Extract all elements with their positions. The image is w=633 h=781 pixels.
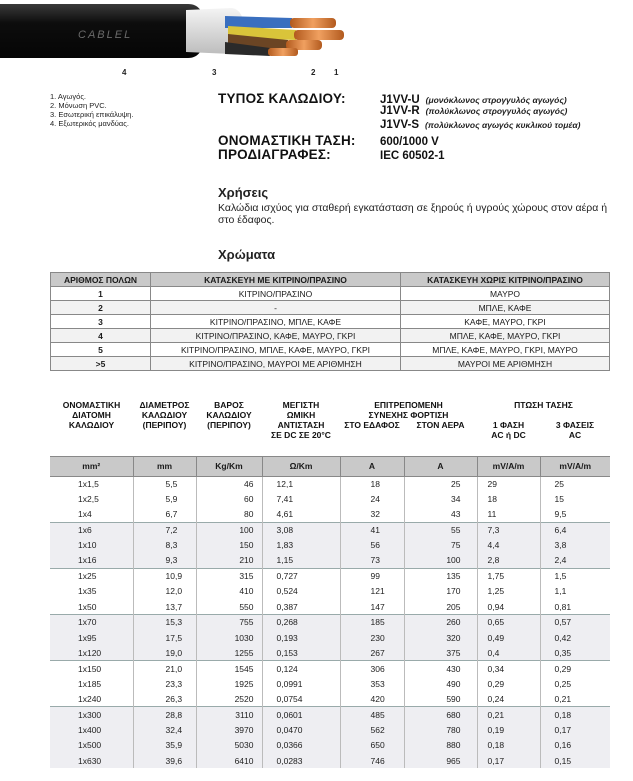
cable-specs (218, 91, 581, 161)
table-cell: 121 (340, 584, 404, 599)
table-cell: 267 (340, 645, 404, 660)
table-cell: 99 (340, 568, 404, 583)
table-cell: 11 (477, 507, 540, 522)
table-cell: 0,4 (477, 645, 540, 660)
table-cell: 562 (340, 722, 404, 737)
table-cell: 17,5 (133, 630, 196, 645)
table-row (50, 722, 610, 737)
table-cell: 0,16 (540, 738, 610, 753)
table-cell: 1x25 (50, 568, 133, 583)
table-cell: 75 (404, 538, 477, 553)
table-cell: 1x10 (50, 538, 133, 553)
spec-voltage-value: 600/1000 V (380, 136, 439, 148)
table-cell: 0,15 (540, 753, 610, 768)
table-cell: 23,3 (133, 676, 196, 691)
table-cell: 5,5 (133, 476, 196, 491)
table-cell: 150 (196, 538, 262, 553)
table-cell: 8,3 (133, 538, 196, 553)
table-cell: 100 (196, 522, 262, 537)
table-cell: 29 (477, 476, 540, 491)
table-row (50, 738, 610, 753)
table-cell: 205 (404, 599, 477, 614)
table-row (50, 599, 610, 614)
spec-type-code: J1VV-R (380, 105, 420, 117)
table-cell: 210 (196, 553, 262, 568)
table-cell: 2,4 (540, 553, 610, 568)
header-current-ground: ΣΤΟ ΕΔΑΦΟΣ (340, 420, 404, 456)
table-cell: 0,81 (540, 599, 610, 614)
table-row (50, 676, 610, 691)
table-cell: 4,4 (477, 538, 540, 553)
cable-label-1: 1 (334, 68, 339, 77)
table-cell: 0,524 (262, 584, 340, 599)
table-cell: 1x150 (50, 661, 133, 676)
table-cell: 0,17 (540, 722, 610, 737)
table-cell: 0,124 (262, 661, 340, 676)
legend-item: 4. Εξωτερικός μανδύας. (50, 119, 129, 128)
colors-cell: ΚΙΤΡΙΝΟ/ΠΡΑΣΙΝΟ, ΜΠΛΕ, ΚΑΦΕ (151, 315, 401, 329)
table-cell: 550 (196, 599, 262, 614)
table-cell: 18 (340, 476, 404, 491)
table-cell: 10,9 (133, 568, 196, 583)
table-row (50, 645, 610, 660)
table-cell: 0,24 (477, 691, 540, 706)
table-cell: 590 (404, 691, 477, 706)
spec-standard-value: IEC 60502-1 (380, 150, 445, 162)
unit-cell: mm (133, 456, 196, 476)
colors-cell: 5 (51, 343, 151, 357)
colors-cell: ΚΙΤΡΙΝΟ/ΠΡΑΣΙΝΟ, ΚΑΦΕ, ΜΑΥΡΟ, ΓΚΡΙ (151, 329, 401, 343)
legend-item: 3. Εσωτερική επικάλυψη. (50, 110, 134, 119)
table-cell: 15,3 (133, 615, 196, 630)
legend-item: 2. Μόνωση PVC. (50, 101, 107, 110)
table-cell: 1x6 (50, 522, 133, 537)
header-weight (196, 394, 262, 456)
table-row (50, 476, 610, 491)
data-header-row (50, 394, 610, 420)
colors-header-cell: ΚΑΤΑΣΚΕΥΗ ΧΩΡΙΣ ΚΙΤΡΙΝΟ/ΠΡΑΣΙΝΟ (401, 273, 610, 287)
table-row (50, 568, 610, 583)
table-cell: 55 (404, 522, 477, 537)
spec-type-code: J1VV-U (380, 94, 420, 106)
table-cell: 56 (340, 538, 404, 553)
header-line: ΩΜΙΚΗ (286, 410, 316, 420)
table-cell: 1x500 (50, 738, 133, 753)
header-line: ΠΤΩΣΗ ΤΑΣΗΣ (514, 400, 573, 410)
table-cell: 1x400 (50, 722, 133, 737)
table-cell: 755 (196, 615, 262, 630)
table-cell: 5030 (196, 738, 262, 753)
spec-voltage-row (218, 133, 581, 147)
colors-header-cell: ΚΑΤΑΣΚΕΥΗ ΜΕ ΚΙΤΡΙΝΟ/ΠΡΑΣΙΝΟ (151, 273, 401, 287)
header-current (340, 394, 477, 420)
table-row (50, 630, 610, 645)
table-cell: 430 (404, 661, 477, 676)
table-cell: 1x2,5 (50, 491, 133, 506)
header-line: AC ή DC (491, 430, 526, 440)
header-line: 1 ΦΑΣΗ (492, 420, 525, 430)
table-row (50, 691, 610, 706)
header-line: 3 ΦΑΣΕΙΣ (555, 420, 595, 430)
table-cell: 0,29 (477, 676, 540, 691)
table-cell: 6,4 (540, 522, 610, 537)
spec-type-row (218, 105, 581, 119)
table-row (50, 753, 610, 768)
table-cell: 25 (540, 476, 610, 491)
table-cell: 746 (340, 753, 404, 768)
table-row (50, 538, 610, 553)
table-cell: 1x50 (50, 599, 133, 614)
table-cell: 3110 (196, 707, 262, 722)
table-cell: 5,9 (133, 491, 196, 506)
table-cell: 7,2 (133, 522, 196, 537)
legend-item: 1. Αγωγός. (50, 92, 87, 101)
header-line: (ΠΕΡΙΠΟΥ) (207, 420, 251, 430)
spec-type-label: ΤΥΠΟΣ ΚΑΛΩΔΙΟΥ: (218, 91, 346, 106)
table-cell: 1,25 (477, 584, 540, 599)
table-row (50, 584, 610, 599)
table-cell: 0,0601 (262, 707, 340, 722)
header-section (50, 394, 133, 456)
header-line: ΒΑΡΟΣ (214, 400, 244, 410)
table-cell: 9,3 (133, 553, 196, 568)
table-cell: 41 (340, 522, 404, 537)
unit-cell: Kg/Km (196, 456, 262, 476)
header-vdrop-1phase (477, 420, 540, 456)
table-cell: 7,41 (262, 491, 340, 506)
table-cell: 6410 (196, 753, 262, 768)
table-cell: 0,49 (477, 630, 540, 645)
table-cell: 1x1,5 (50, 476, 133, 491)
spec-type-row (218, 119, 581, 133)
uses-text: Καλώδια ισχύος για σταθερή εγκατάσταση σε ξηρούς ή υγρούς χώρους στον αέρα ή στο έδαφος. (218, 202, 608, 226)
table-cell: 1x16 (50, 553, 133, 568)
spec-type-note: (πολύκλωνος αγωγός κυκλικού τομέα) (425, 120, 581, 130)
cable-legend (50, 92, 133, 128)
colors-cell: - (151, 301, 401, 315)
cable-label-2: 2 (311, 68, 316, 77)
table-row (50, 553, 610, 568)
table-cell: 12,0 (133, 584, 196, 599)
header-line: ΔΙΑΜΕΤΡΟΣ (139, 400, 190, 410)
table-row (50, 615, 610, 630)
colors-cell: ΜΑΥΡΟ (401, 287, 610, 301)
table-cell: 0,42 (540, 630, 610, 645)
table-cell: 0,18 (477, 738, 540, 753)
header-line: (ΠΕΡΙΠΟΥ) (142, 420, 187, 430)
unit-cell: Ω/Km (262, 456, 340, 476)
header-line: AC (568, 430, 582, 440)
table-cell: 306 (340, 661, 404, 676)
colors-row (51, 357, 610, 371)
header-line: ΕΠΙΤΡΕΠΟΜΕΝΗ (374, 400, 443, 410)
table-cell: 0,0283 (262, 753, 340, 768)
spec-type-note: (πολύκλωνος στρογγυλός αγωγός) (425, 106, 568, 116)
table-cell: 780 (404, 722, 477, 737)
table-cell: 46 (196, 476, 262, 491)
spec-type-code: J1VV-S (380, 119, 419, 131)
colors-cell: ΜΑΥΡΟΙ ΜΕ ΑΡΙΘΜΗΣΗ (401, 357, 610, 371)
header-line: ΣΕ DC ΣΕ 20°C (271, 430, 331, 440)
colors-title: Χρώματα (218, 247, 276, 262)
table-cell: 1,5 (540, 568, 610, 583)
table-cell: 1,1 (540, 584, 610, 599)
table-cell: 21,0 (133, 661, 196, 676)
table-cell: 1x630 (50, 753, 133, 768)
unit-cell: A (404, 456, 477, 476)
header-line: ΚΑΛΩΔΙΟΥ (68, 420, 115, 430)
header-line: ΔΙΑΤΟΜΗ (72, 410, 111, 420)
header-diameter (133, 394, 196, 456)
table-cell: 0,29 (540, 661, 610, 676)
cable-illustration (0, 0, 360, 66)
table-cell: 12,1 (262, 476, 340, 491)
table-cell: 0,387 (262, 599, 340, 614)
table-cell: 0,0754 (262, 691, 340, 706)
colors-row (51, 343, 610, 357)
spec-type-note: (μονόκλωνος στρογγυλός αγωγός) (425, 95, 567, 105)
header-resistance (262, 394, 340, 456)
table-row (50, 522, 610, 537)
table-cell: 230 (340, 630, 404, 645)
table-cell: 0,268 (262, 615, 340, 630)
colors-row (51, 301, 610, 315)
table-cell: 1545 (196, 661, 262, 676)
table-cell: 0,153 (262, 645, 340, 660)
table-row (50, 491, 610, 506)
header-line: ΑΝΤΙΣΤΑΣΗ (277, 420, 325, 430)
spec-type-row (218, 91, 581, 105)
table-cell: 0,65 (477, 615, 540, 630)
cable-brand-mark: CABLEL (78, 29, 133, 41)
table-cell: 39,6 (133, 753, 196, 768)
table-cell: 0,727 (262, 568, 340, 583)
table-cell: 25 (404, 476, 477, 491)
table-cell: 3970 (196, 722, 262, 737)
spec-standard-label: ΠΡΟΔΙΑΓΡΑΦΕΣ: (218, 147, 331, 162)
table-cell: 35,9 (133, 738, 196, 753)
table-cell: 7,3 (477, 522, 540, 537)
table-cell: 32 (340, 507, 404, 522)
table-cell: 0,57 (540, 615, 610, 630)
table-cell: 2520 (196, 691, 262, 706)
table-cell: 0,17 (477, 753, 540, 768)
table-cell: 0,34 (477, 661, 540, 676)
table-cell: 0,21 (477, 707, 540, 722)
table-cell: 60 (196, 491, 262, 506)
table-cell: 6,7 (133, 507, 196, 522)
header-vdrop (477, 394, 610, 420)
table-cell: 1030 (196, 630, 262, 645)
table-cell: 0,0470 (262, 722, 340, 737)
header-line: ΚΑΛΩΔΙΟΥ (141, 410, 188, 420)
table-cell: 1,15 (262, 553, 340, 568)
table-cell: 34 (404, 491, 477, 506)
table-cell: 680 (404, 707, 477, 722)
header-vdrop-3phase (540, 420, 610, 456)
table-cell: 1x4 (50, 507, 133, 522)
table-cell: 1925 (196, 676, 262, 691)
unit-cell: mV/A/m (540, 456, 610, 476)
colors-cell: ΚΙΤΡΙΝΟ/ΠΡΑΣΙΝΟ, ΜΠΛΕ, ΚΑΦΕ, ΜΑΥΡΟ, ΓΚΡΙ (151, 343, 401, 357)
table-cell: 0,21 (540, 691, 610, 706)
header-line: ΟΝΟΜΑΣΤΙΚΗ (62, 400, 121, 410)
table-cell: 490 (404, 676, 477, 691)
header-line: ΣΥΝΕΧΗΣ ΦΟΡΤΙΣΗ (368, 410, 449, 420)
table-cell: 0,0366 (262, 738, 340, 753)
table-cell: 420 (340, 691, 404, 706)
colors-cell: ΚΑΦΕ, ΜΑΥΡΟ, ΓΚΡΙ (401, 315, 610, 329)
colors-row (51, 315, 610, 329)
table-cell: 24 (340, 491, 404, 506)
colors-cell: ΚΙΤΡΙΝΟ/ΠΡΑΣΙΝΟ (151, 287, 401, 301)
electrical-data-table (50, 394, 610, 768)
header-line: ΜΕΓΙΣΤΗ (282, 400, 320, 410)
table-cell: 26,3 (133, 691, 196, 706)
spec-voltage-label: ΟΝΟΜΑΣΤΙΚΗ ΤΑΣΗ: (218, 133, 356, 148)
table-cell: 1x300 (50, 707, 133, 722)
table-cell: 0,18 (540, 707, 610, 722)
table-cell: 100 (404, 553, 477, 568)
header-current-air: ΣΤΟΝ ΑΕΡΑ (404, 420, 477, 456)
table-row (50, 661, 610, 676)
spec-standard-row (218, 147, 581, 161)
table-cell: 15 (540, 491, 610, 506)
table-cell: 410 (196, 584, 262, 599)
table-cell: 965 (404, 753, 477, 768)
table-cell: 4,61 (262, 507, 340, 522)
table-cell: 9,5 (540, 507, 610, 522)
unit-cell: mm² (50, 456, 133, 476)
colors-cell: ΚΙΤΡΙΝΟ/ΠΡΑΣΙΝΟ, ΜΑΥΡΟΙ ΜΕ ΑΡΙΘΜΗΣΗ (151, 357, 401, 371)
colors-cell: ΜΠΛΕ, ΚΑΦΕ, ΜΑΥΡΟ, ΓΚΡΙ, ΜΑΥΡΟ (401, 343, 610, 357)
table-cell: 147 (340, 599, 404, 614)
colors-cell: 1 (51, 287, 151, 301)
table-cell: 1x70 (50, 615, 133, 630)
table-cell: 185 (340, 615, 404, 630)
table-cell: 1,83 (262, 538, 340, 553)
table-cell: 18 (477, 491, 540, 506)
colors-cell: ΜΠΛΕ, ΚΑΦΕ, ΜΑΥΡΟ, ΓΚΡΙ (401, 329, 610, 343)
table-cell: 0,35 (540, 645, 610, 660)
table-row (50, 707, 610, 722)
colors-row (51, 287, 610, 301)
cable-label-4: 4 (122, 68, 127, 77)
table-cell: 1x120 (50, 645, 133, 660)
table-cell: 135 (404, 568, 477, 583)
table-cell: 485 (340, 707, 404, 722)
table-cell: 3,08 (262, 522, 340, 537)
table-cell: 1,75 (477, 568, 540, 583)
table-cell: 28,8 (133, 707, 196, 722)
table-cell: 19,0 (133, 645, 196, 660)
table-cell: 32,4 (133, 722, 196, 737)
table-cell: 170 (404, 584, 477, 599)
table-cell: 1255 (196, 645, 262, 660)
unit-cell: A (340, 456, 404, 476)
colors-cell: 2 (51, 301, 151, 315)
units-row (50, 456, 610, 476)
table-cell: 320 (404, 630, 477, 645)
colors-header-row (51, 273, 610, 287)
table-cell: 13,7 (133, 599, 196, 614)
table-cell: 880 (404, 738, 477, 753)
colors-cell: 3 (51, 315, 151, 329)
table-cell: 2,8 (477, 553, 540, 568)
table-cell: 353 (340, 676, 404, 691)
table-cell: 80 (196, 507, 262, 522)
colors-table (50, 272, 610, 371)
table-cell: 73 (340, 553, 404, 568)
table-cell: 0,193 (262, 630, 340, 645)
header-line: ΚΑΛΩΔΙΟΥ (206, 410, 252, 420)
table-cell: 0,25 (540, 676, 610, 691)
table-cell: 43 (404, 507, 477, 522)
table-cell: 1x240 (50, 691, 133, 706)
table-cell: 0,0991 (262, 676, 340, 691)
table-cell: 650 (340, 738, 404, 753)
unit-cell: mV/A/m (477, 456, 540, 476)
uses-title: Χρήσεις (218, 185, 269, 200)
colors-cell: ΜΠΛΕ, ΚΑΦΕ (401, 301, 610, 315)
table-cell: 1x35 (50, 584, 133, 599)
colors-row (51, 329, 610, 343)
cable-label-3: 3 (212, 68, 217, 77)
colors-header-cell: ΑΡΙΘΜΟΣ ΠΟΛΩΝ (51, 273, 151, 287)
table-cell: 0,94 (477, 599, 540, 614)
table-cell: 1x185 (50, 676, 133, 691)
table-cell: 375 (404, 645, 477, 660)
colors-cell: >5 (51, 357, 151, 371)
table-cell: 315 (196, 568, 262, 583)
table-cell: 0,19 (477, 722, 540, 737)
cable-cross-section-image (0, 0, 360, 66)
table-cell: 1x95 (50, 630, 133, 645)
colors-cell: 4 (51, 329, 151, 343)
table-cell: 3,8 (540, 538, 610, 553)
table-row (50, 507, 610, 522)
table-cell: 260 (404, 615, 477, 630)
